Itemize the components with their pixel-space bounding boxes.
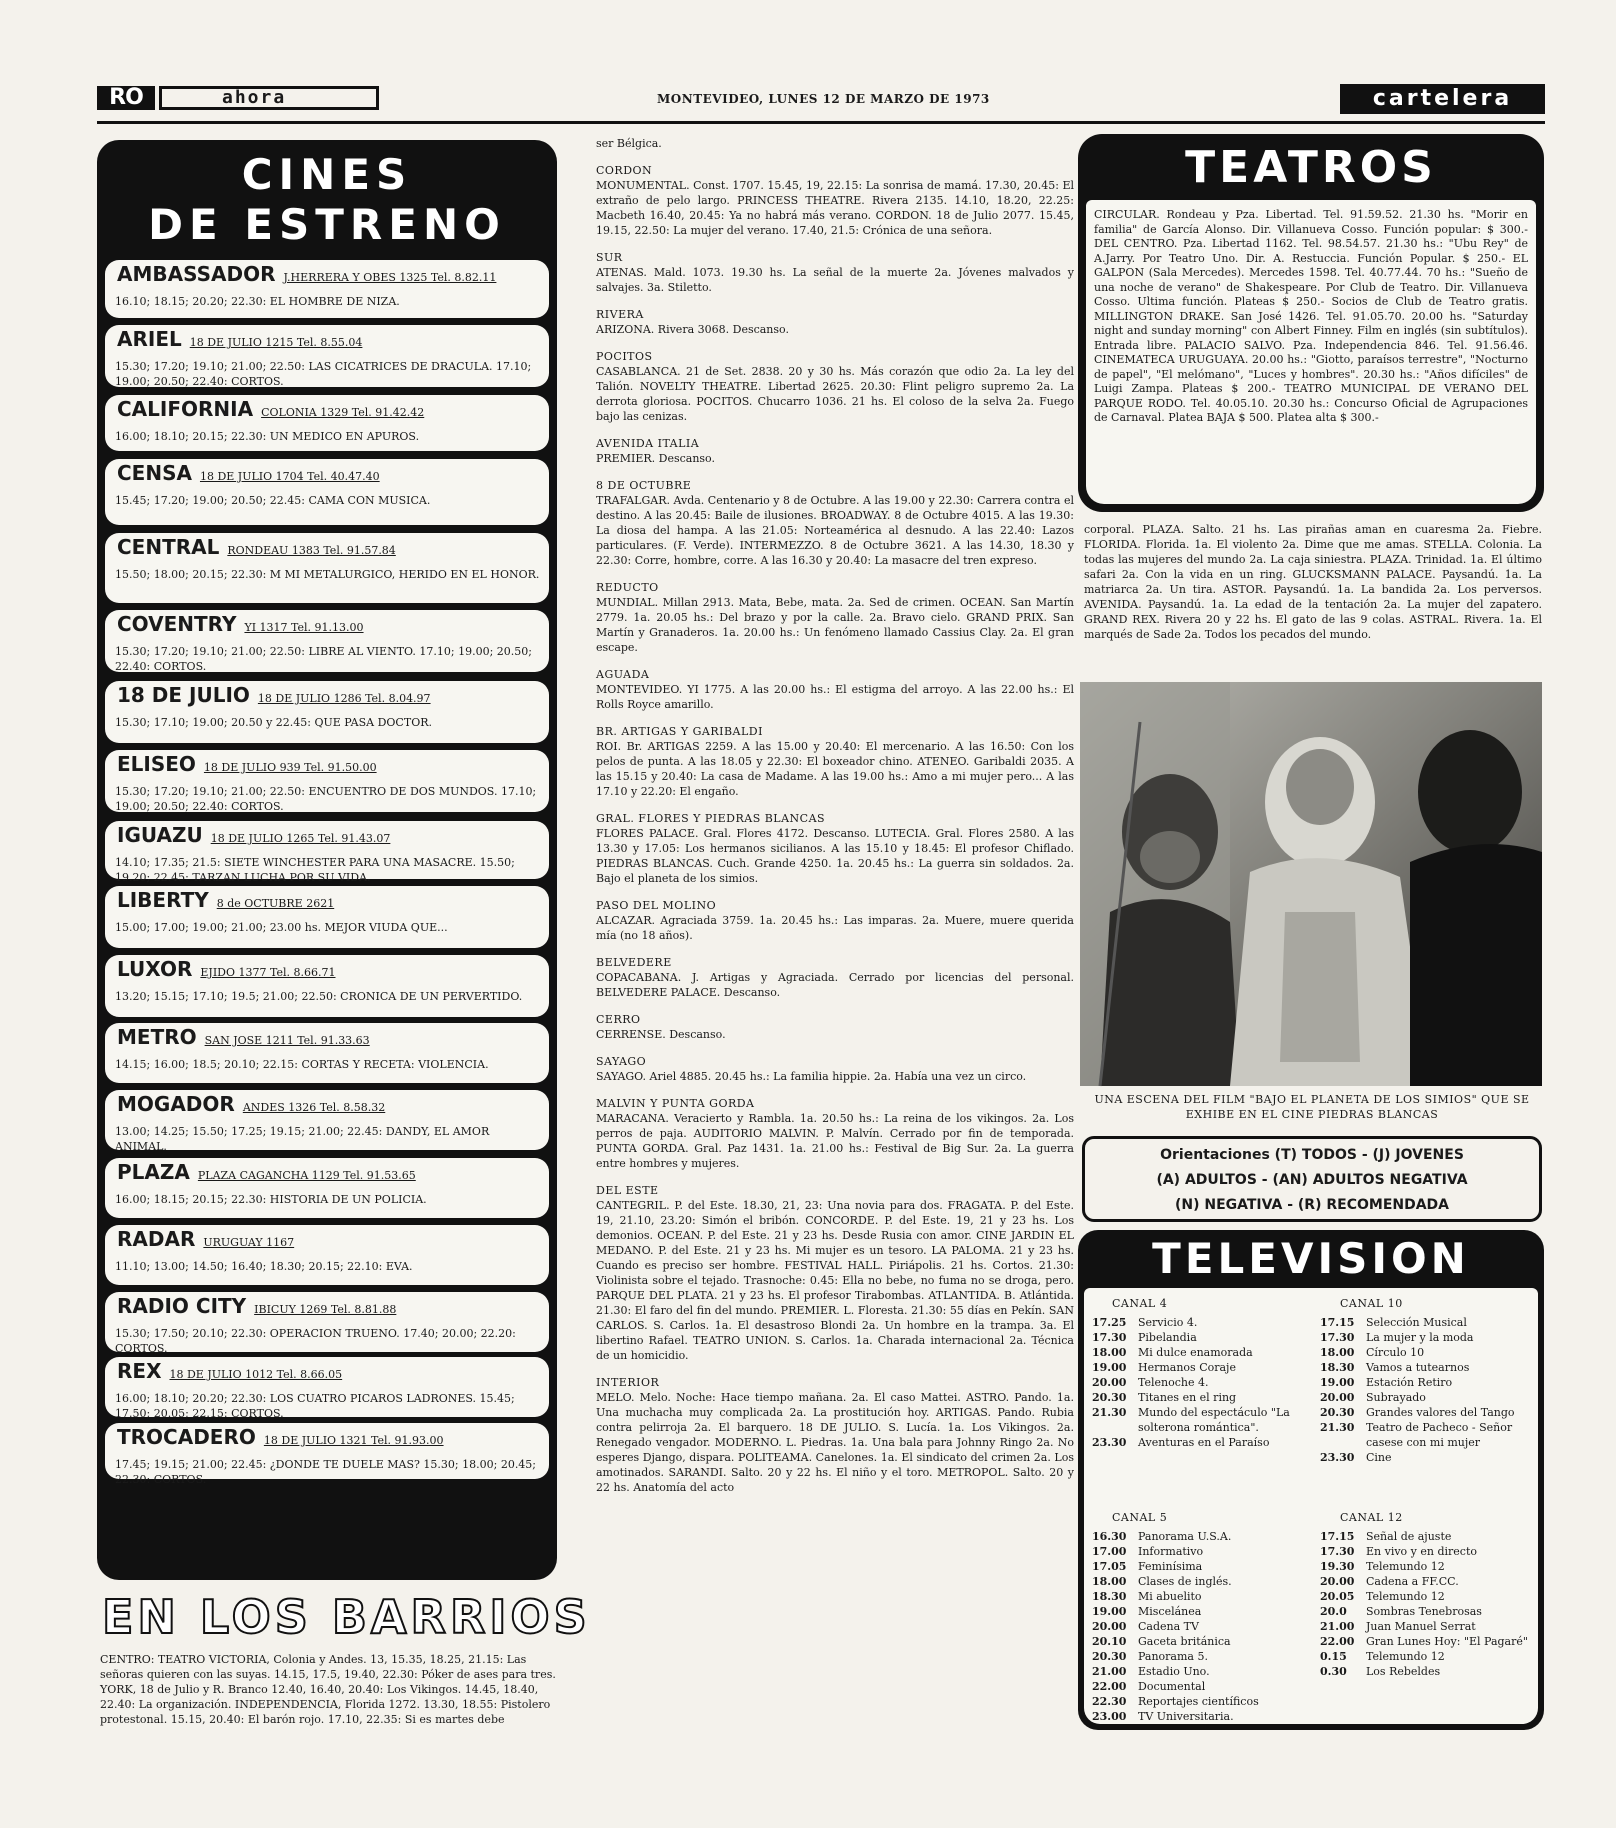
tv-program-row [1092, 1649, 1312, 1664]
cine-name: RADAR [117, 1227, 196, 1251]
barrio-listing-text: COPACABANA. J. Artigas y Agraciada. Cerrado por licencias del personal. BELVEDERE PALACE. Descanso. [596, 971, 1074, 999]
barrio-heading: 8 DE OCTUBRE [596, 479, 692, 492]
cine-entry [105, 533, 549, 603]
tv-program-time: 23.00 [1092, 1710, 1127, 1723]
section-tag: cartelera [1340, 84, 1545, 114]
tv-program-row [1320, 1604, 1532, 1619]
canal-5 [1092, 1510, 1312, 1724]
teatros-text: CIRCULAR. Rondeau y Pza. Libertad. Tel. 91.59.52. 21.30 hs. "Morir en familia" de García Alonso. Dir. Villanueva Cosso. Función popular: $ 300.- DEL CENTRO. Pza. Libertad 1162. Tel. 98.54.57. 21.30 hs.: "Ubu Rey" de A.Jarry. Por Teatro Uno. Dir. A. Restuccia. Función Popular. $ 250.- EL GALPON (Sala Mercedes). Mercedes 1598. Tel. 40.77.44. 70 hs.: "Sueño de una noche de verano" de Shakespeare. Por Club de Teatro. Dir. Villanueva Cosso. Ultima función. Plateas $ 250.- Socios de Club de Teatro gratis. MILLINGTON DRAKE. San José 1426. Tel. 91.05.70. 20.00 hs. "Saturday night and sunday morning" con Albert Finney. Film en inglés (sin subtítulos). Entrada libre. PALACIO SALVO. Pza. Independencia 846. Tel. 91.56.46. CINEMATECA URUGUAYA. 20.00 hs.: "Giotto, paraísos terrestre", "Nocturno de papel", "El melómano", "Luces y hombres". 20.30 hs.: "Años difíciles" de Luigi Zampa. Plateas $ 200.- TEATRO MUNICIPAL DE VERANO DEL PARQUE RODO. Tel. 40.05.10. 20.30 hs.: Concurso Oficial de Agrupaciones de Carnaval. Platea BAJA $ 500. Platea alta $ 300.- [1086, 200, 1536, 504]
cines-title-line2: DE ESTRENO [148, 200, 506, 249]
cines-title-line1: CINES [241, 150, 413, 199]
cine-address: J.HERRERA Y OBES 1325 Tel. 8.82.11 [283, 271, 497, 284]
tv-program-row [1092, 1574, 1312, 1589]
tv-program-row [1092, 1709, 1312, 1724]
film-still-photo [1080, 682, 1542, 1086]
barrio-listing-text: FLORES PALACE. Gral. Flores 4172. Descanso. LUTECIA. Gral. Flores 2580. A las 13.30 y 17.05: Los hermanos sicilianos. A las 15.10 y 18.45: El profesor Chiflado. PIEDRAS BLANCAS. Cuch. Grande 4250. 1a. 20.45 hs.: La guerra sin soldados. 2a. Bajo el planeta de los simios. [596, 827, 1074, 885]
barrio-block [596, 1012, 1074, 1042]
tv-program-title: Sombras Tenebrosas [1366, 1605, 1482, 1618]
barrio-block [596, 307, 1074, 337]
tv-program-title: Panorama 5. [1138, 1650, 1208, 1663]
cine-header [117, 1228, 541, 1250]
cine-header [117, 613, 541, 635]
cine-name: PLAZA [117, 1160, 190, 1184]
barrio-block [596, 136, 1074, 151]
tv-program-time: 21.30 [1092, 1406, 1127, 1419]
cine-entry [105, 1292, 549, 1355]
barrio-block [596, 436, 1074, 466]
tv-program-time: 20.00 [1092, 1620, 1127, 1633]
barrio-listing-text: ROI. Br. ARTIGAS 2259. A las 15.00 y 20.40: El mercenario. A las 16.50: Con los pelos de punta. A las 18.05 y 22.30: El boxeador chino. ATENEO. Garibaldi 2035. A las 15.15 y 20.40: La casa de Madame. A las 19.00 hs.: Amo a mi mujer pero... A las 17.10 y 22.20: El engaño. [596, 740, 1074, 798]
cine-address: COLONIA 1329 Tel. 91.42.42 [261, 406, 425, 419]
barrio-heading: REDUCTO [596, 581, 659, 594]
canal-name: CANAL 10 [1340, 1297, 1403, 1310]
cine-header [117, 263, 541, 285]
cine-name: METRO [117, 1025, 197, 1049]
tv-program-row [1320, 1574, 1532, 1589]
barrio-heading: AVENIDA ITALIA [596, 437, 700, 450]
cine-address: RONDEAU 1383 Tel. 91.57.84 [227, 544, 396, 557]
barrio-listing-text: ser Bélgica. [596, 137, 662, 150]
dateline: MONTEVIDEO, LUNES 12 DE MARZO DE 1973 [657, 92, 990, 106]
cine-name: REX [117, 1359, 162, 1383]
tv-program-title: Subrayado [1366, 1391, 1426, 1404]
tv-program-time: 18.00 [1320, 1346, 1355, 1359]
tv-program-title: Cine [1366, 1451, 1392, 1464]
barrio-heading: CERRO [596, 1013, 641, 1026]
tv-program-row [1320, 1390, 1532, 1405]
cine-header [117, 328, 541, 350]
tv-program-row [1092, 1330, 1312, 1345]
cine-name: TROCADERO [117, 1425, 256, 1449]
barrio-block [596, 667, 1074, 712]
tv-program-title: La mujer y la moda [1366, 1331, 1474, 1344]
tv-program-time: 19.00 [1092, 1605, 1127, 1618]
cine-entry [105, 610, 549, 672]
cine-header [117, 536, 541, 558]
barrio-listing-text: MONUMENTAL. Const. 1707. 15.45, 19, 22.15: La sonrisa de mamá. 17.30, 20.45: El extraño de pelo largo. PRINCESS THEATRE. Rivera 2135. 14.10, 18.20, 22.25: Macbeth 16.40, 20.45: Ya no habrá más verano. CORDON. 18 de Julio 2077. 15.45, 19.15, 22.50: La mujer del verano. 17.40, 21.5: Crónica de una señora. [596, 179, 1074, 237]
tv-program-title: Cadena a FF.CC. [1366, 1575, 1459, 1588]
tv-program-row [1320, 1330, 1532, 1345]
tv-program-time: 17.30 [1320, 1545, 1355, 1558]
cine-name: RADIO CITY [117, 1294, 247, 1318]
cine-address: URUGUAY 1167 [203, 1236, 295, 1249]
cine-header [117, 1426, 541, 1448]
cine-showtimes: 14.15; 16.00; 18.5; 20.10; 22.15: CORTAS Y RECETA: VIOLENCIA. [115, 1058, 489, 1071]
tv-program-time: 0.30 [1320, 1665, 1347, 1678]
tv-program-title: Hermanos Coraje [1138, 1361, 1236, 1374]
barrio-heading: POCITOS [596, 350, 653, 363]
cine-showtimes: 13.20; 15.15; 17.10; 19.5; 21.00; 22.50: CRONICA DE UN PERVERTIDO. [115, 990, 523, 1003]
paper-name: ahora [159, 86, 379, 110]
cine-entry [105, 1225, 549, 1285]
cine-showtimes: 16.00; 18.15; 20.15; 22.30: HISTORIA DE UN POLICIA. [115, 1193, 427, 1206]
barrio-listing-text: CANTEGRIL. P. del Este. 18.30, 21, 23: Una novia para dos. FRAGATA. P. del Este. 19, 21.10, 23.20: Simón el bribón. CONCORDE. P. del Este. 19, 21 y 23 hs. Los demonios. OCEAN. P. del Este. 21 y 23 hs. Desde Rusia con amor. CINE JARDIN EL MEDANO. P. del Este. 21 y 23 hs. Mi mujer es un tesoro. LA PALOMA. 21 y 23 hs. Cuando es preciso ser hombre. FESTIVAL HALL. Piriápolis. 21 hs. Cortos. 21.30: Violinista sobre el tejado. Trasnoche: 0.45: Ella no bebe, no fuma no se droga, pero. PARQUE DEL PLATA. 21 y 23 hs. El profesor Tirabombas. ATLANTIDA. B. Atlántida. 21.30: El faro del fin del mundo. PREMIER. L. Floresta. 21.30: 55 días en Pekín. SAN CARLOS. S. Carlos. 1a. El desastroso Blondi 2a. Un hombre en la trampa. 3a. El libertino Rafael. TEATRO UNION. S. Carlos. 1a. Charada internacional 2a. Técnica de un homicidio. [596, 1199, 1074, 1362]
tv-program-time: 19.00 [1092, 1361, 1127, 1374]
tv-program-row [1092, 1679, 1312, 1694]
tv-program-time: 17.15 [1320, 1530, 1355, 1543]
canal-name: CANAL 4 [1112, 1297, 1168, 1310]
tv-program-row [1320, 1315, 1532, 1330]
cine-header [117, 753, 541, 775]
canal-name: CANAL 12 [1340, 1511, 1403, 1524]
tv-program-title: Gran Lunes Hoy: "El Pagaré" [1366, 1635, 1528, 1648]
cine-address: ANDES 1326 Tel. 8.58.32 [242, 1101, 386, 1114]
barrio-heading: INTERIOR [596, 1376, 660, 1389]
barrio-listing-text: CASABLANCA. 21 de Set. 2838. 20 y 30 hs. Más corazón que odio 2a. La ley del Talión. NOVELTY THEATRE. Libertad 2625. 20.30: Flint peligro supremo 2a. La derrota gloriosa. POCITOS. Chucarro 1036. 21 hs. El coloso de la selva 2a. Fuego bajo las cenizas. [596, 365, 1074, 423]
cine-name: MOGADOR [117, 1092, 235, 1116]
cine-showtimes: 16.00; 18.10; 20.15; 22.30: UN MEDICO EN APUROS. [115, 430, 420, 443]
tv-program-title: Telemundo 12 [1366, 1560, 1445, 1573]
tv-program-time: 20.30 [1092, 1391, 1127, 1404]
cines-title [97, 150, 557, 250]
cine-showtimes: 16.00; 18.10; 20.20; 22.30: LOS CUATRO PICAROS LADRONES. 15.45; 17.50; 20.05; 22.15: CORTOS. [115, 1392, 515, 1420]
cine-name: AMBASSADOR [117, 262, 276, 286]
film-still-image [1080, 682, 1542, 1086]
tv-program-row [1092, 1315, 1312, 1330]
tv-program-title: Selección Musical [1366, 1316, 1467, 1329]
tv-program-row [1320, 1420, 1532, 1450]
barrio-listing-text: MELO. Melo. Noche: Hace tiempo mañana. 2a. El caso Mattei. ASTRO. Pando. 1a. Una muchacha muy complicada 2a. La prostitución hoy. ARTIGAS. Pando. Rubia contra pelirroja 2a. El barquero. 18 DE JULIO. S. Lucía. 1a. Los Vikingos. 2a. Renegado vengador. MODERNO. L. Piedras. 1a. Una bala para Johnny Ringo 2a. No esperes Django, dispara. POLITEAMA. Canelones. 1a. El sindicato del crimen 2a. Los amotinados. SARANDI. Salto. 20 y 22 hs. El niño y el toro. METROPOL. Salto. 20 y 22 hs. Anatomía del acto [596, 1391, 1074, 1494]
cine-name: LIBERTY [117, 888, 209, 912]
tv-program-title: Vamos a tutearnos [1366, 1361, 1470, 1374]
barrio-heading: RIVERA [596, 308, 644, 321]
television-body [1084, 1288, 1538, 1724]
tv-program-row [1092, 1405, 1312, 1435]
barrio-block [596, 580, 1074, 655]
cine-name: IGUAZU [117, 823, 203, 847]
cine-address: 18 DE JULIO 939 Tel. 91.50.00 [203, 761, 377, 774]
tv-program-time: 19.30 [1320, 1560, 1355, 1573]
tv-program-time: 20.00 [1320, 1575, 1355, 1588]
barrio-listing-text: MONTEVIDEO. YI 1775. A las 20.00 hs.: El estigma del arroyo. A las 22.00 hs.: El Rolls Royce amarillo. [596, 683, 1074, 711]
tv-program-title: Documental [1138, 1680, 1206, 1693]
barrio-block [596, 163, 1074, 238]
cine-entry [105, 681, 549, 743]
barrio-listing-text: PREMIER. Descanso. [596, 452, 715, 465]
interior-continuation: corporal. PLAZA. Salto. 21 hs. Las pirañas aman en cuaresma 2a. Fiebre. FLORIDA. Florida. 1a. El violento 2a. Dime que me amas. STELLA. Colonia. La todas las mujeres del mundo 2a. La caja siniestra. PLAZA. Trinidad. 1a. El último safari 2a. Con la vida en un ring. GLUCKSMANN PALACE. Paysandú. 1a. La matriarca 2a. Un tira. ASTOR. Paysandú. 1a. La bandida 2a. Los perversos. AVENIDA. Paysandú. 1a. La edad de la tentación 2a. La mujer del zapatero. GRAND REX. Rivera 20 y 22 hs. El gato de las 9 colas. ASTRAL. Rivera. 1a. El marqués de Sade 2a. Todos los pecados del mundo. [1084, 523, 1542, 641]
cine-header [117, 684, 541, 706]
canal-4 [1092, 1296, 1312, 1450]
tv-program-title: Mundo del espectáculo "La solterona romántica". [1138, 1406, 1290, 1434]
cines-estreno-panel [97, 140, 557, 1580]
tv-program-row [1092, 1634, 1312, 1649]
tv-program-time: 22.30 [1092, 1695, 1127, 1708]
barrio-listing-text: SAYAGO. Ariel 4885. 20.45 hs.: La familia hippie. 2a. Había una vez un circo. [596, 1070, 1027, 1083]
cine-showtimes: 11.10; 13.00; 14.50; 16.40; 18.30; 20.15; 22.10: EVA. [115, 1260, 413, 1273]
tv-program-title: Miscelánea [1138, 1605, 1202, 1618]
barrio-block [596, 811, 1074, 886]
cine-address: 18 DE JULIO 1012 Tel. 8.66.05 [169, 1368, 343, 1381]
cine-entry [105, 750, 549, 812]
canal-name: CANAL 5 [1112, 1511, 1168, 1524]
barrio-block [596, 1054, 1074, 1084]
cine-entry [105, 955, 549, 1017]
canal-10 [1320, 1296, 1532, 1465]
cine-entry [105, 886, 549, 948]
cine-entry [105, 1158, 549, 1218]
cine-entry [105, 1357, 549, 1420]
tv-program-time: 20.05 [1320, 1590, 1355, 1603]
tv-program-title: Cadena TV [1138, 1620, 1199, 1633]
tv-program-time: 20.30 [1092, 1650, 1127, 1663]
television-title: TELEVISION [1152, 1234, 1470, 1283]
cine-name: ELISEO [117, 752, 196, 776]
cine-header [117, 1026, 541, 1048]
barrio-heading: AGUADA [596, 668, 650, 681]
tv-program-title: Servicio 4. [1138, 1316, 1198, 1329]
tv-program-row [1320, 1589, 1532, 1604]
tv-program-row [1320, 1360, 1532, 1375]
barrio-block [596, 955, 1074, 1000]
teatros-panel [1078, 134, 1544, 512]
barrio-block [596, 898, 1074, 943]
tv-program-time: 21.00 [1092, 1665, 1127, 1678]
barrio-block [596, 250, 1074, 295]
tv-program-title: Clases de inglés. [1138, 1575, 1232, 1588]
barrios-listings [596, 136, 1074, 1507]
cine-address: SAN JOSE 1211 Tel. 91.33.63 [204, 1034, 370, 1047]
tv-program-title: Juan Manuel Serrat [1366, 1620, 1476, 1633]
cine-entry [105, 395, 549, 451]
barrio-heading: SAYAGO [596, 1055, 647, 1068]
tv-program-row [1092, 1544, 1312, 1559]
tv-program-row [1320, 1375, 1532, 1390]
cine-header [117, 1093, 541, 1115]
barrio-heading: DEL ESTE [596, 1184, 659, 1197]
tv-program-time: 23.30 [1092, 1436, 1127, 1449]
cine-showtimes: 15.30; 17.20; 19.10; 21.00; 22.50: LAS CICATRICES DE DRACULA. 17.10; 19.00; 20.50; 22.40: CORTOS. [115, 360, 532, 388]
tv-program-row [1320, 1619, 1532, 1634]
cine-header [117, 1360, 541, 1382]
cine-name: CENSA [117, 461, 192, 485]
television-panel [1078, 1230, 1544, 1730]
cine-name: CENTRAL [117, 535, 220, 559]
barrio-listing-text: ATENAS. Mald. 1073. 19.30 hs. La señal de la muerte 2a. Jóvenes malvados y salvajes. 3a. Stiletto. [596, 266, 1074, 294]
barrio-listing-text: TRAFALGAR. Avda. Centenario y 8 de Octubre. A las 19.00 y 22.30: Carrera contra el destino. A las 20.45: Baile de ilusiones. BROADWAY. 8 de Octubre 4015. A las 19.30: La diosa del hampa. A las 21.05: Norteamérica al desnudo. A las 22.40: Lazos particulares. (F. Verde). INTERMEZZO. 8 de Octubre 3621. A las 14.30, 18.30 y 22.30: Corre, hombre, corre. A las 16.30 y 20.40: La masacre del tren expreso. [596, 494, 1075, 567]
cine-header [117, 889, 541, 911]
cine-address: 18 DE JULIO 1286 Tel. 8.04.97 [257, 692, 431, 705]
tv-program-row [1092, 1619, 1312, 1634]
tv-program-title: Titanes en el ring [1138, 1391, 1237, 1404]
orientaciones-line1: Orientaciones (T) TODOS - (J) JOVENES [1160, 1147, 1464, 1163]
cine-header [117, 398, 541, 420]
tv-program-title: Círculo 10 [1366, 1346, 1425, 1359]
barrio-heading: MALVIN Y PUNTA GORDA [596, 1097, 755, 1110]
cine-name: 18 DE JULIO [117, 683, 250, 707]
cine-header [117, 1295, 541, 1317]
cine-showtimes: 13.00; 14.25; 15.50; 17.25; 19.15; 21.00; 22.45: DANDY, EL AMOR ANIMAL. [115, 1125, 490, 1153]
barrio-heading: PASO DEL MOLINO [596, 899, 717, 912]
cine-entry [105, 260, 549, 318]
tv-program-time: 17.05 [1092, 1560, 1127, 1573]
tv-program-time: 18.00 [1092, 1346, 1127, 1359]
tv-program-title: Pibelandia [1138, 1331, 1197, 1344]
tv-program-time: 23.30 [1320, 1451, 1355, 1464]
barrio-block [596, 349, 1074, 424]
barrio-block [596, 1375, 1074, 1495]
tv-program-time: 16.30 [1092, 1530, 1127, 1543]
tv-program-title: Estación Retiro [1366, 1376, 1453, 1389]
tv-program-time: 18.30 [1092, 1590, 1127, 1603]
tv-program-row [1092, 1360, 1312, 1375]
cine-showtimes: 15.30; 17.20; 19.10; 21.00; 22.50: ENCUENTRO DE DOS MUNDOS. 17.10; 19.00; 20.50; 22.40: CORTOS. [115, 785, 537, 813]
barrio-listing-text: ARIZONA. Rivera 3068. Descanso. [596, 323, 789, 336]
cine-name: CALIFORNIA [117, 397, 254, 421]
cine-showtimes: 14.10; 17.35; 21.5: SIETE WINCHESTER PARA UNA MASACRE. 15.50; 19.20; 22.45: TARZAN LUCHA POR SU VIDA. [115, 856, 515, 884]
cine-address: IBICUY 1269 Tel. 8.81.88 [254, 1303, 397, 1316]
cine-showtimes: 15.30; 17.50; 20.10; 22.30: OPERACION TRUENO. 17.40; 20.00; 22.20: CORTOS. [115, 1327, 516, 1355]
tv-program-row [1092, 1694, 1312, 1709]
cine-header [117, 462, 541, 484]
canal-12 [1320, 1510, 1532, 1679]
barrio-heading: BELVEDERE [596, 956, 672, 969]
tv-program-time: 20.10 [1092, 1635, 1127, 1648]
tv-program-title: Telenoche 4. [1138, 1376, 1209, 1389]
tv-program-row [1320, 1664, 1532, 1679]
tv-program-title: Estadio Uno. [1138, 1665, 1210, 1678]
cine-address: PLAZA CAGANCHA 1129 Tel. 91.53.65 [197, 1169, 416, 1182]
tv-program-title: Señal de ajuste [1366, 1530, 1452, 1543]
tv-program-title: Mi abuelito [1138, 1590, 1202, 1603]
cine-address: 8 de OCTUBRE 2621 [216, 897, 335, 910]
tv-program-title: Panorama U.S.A. [1138, 1530, 1232, 1543]
tv-program-time: 20.00 [1092, 1376, 1127, 1389]
tv-program-title: En vivo y en directo [1366, 1545, 1478, 1558]
cine-address: EJIDO 1377 Tel. 8.66.71 [200, 966, 336, 979]
cine-header [117, 824, 541, 846]
tv-program-row [1320, 1634, 1532, 1649]
tv-program-time: 22.00 [1092, 1680, 1127, 1693]
cine-showtimes: 15.45; 17.20; 19.00; 20.50; 22.45: CAMA CON MUSICA. [115, 494, 431, 507]
cine-showtimes: 15.30; 17.10; 19.00; 20.50 y 22.45: QUE PASA DOCTOR. [115, 716, 432, 729]
barrio-listing-text: CERRENSE. Descanso. [596, 1028, 726, 1041]
tv-program-title: Mi dulce enamorada [1138, 1346, 1253, 1359]
tv-program-row [1320, 1450, 1532, 1465]
tv-program-row [1320, 1529, 1532, 1544]
paper-logo: RO [97, 86, 155, 110]
tv-program-row [1092, 1375, 1312, 1390]
cine-name: ARIEL [117, 327, 182, 351]
cine-entry [105, 1090, 549, 1153]
cine-showtimes: 17.45; 19.15; 21.00; 22.45: ¿DONDE TE DUELE MAS? 15.30; 18.00; 20.45; 22.30: CORTOS. [115, 1458, 537, 1486]
cine-showtimes: 16.10; 18.15; 20.20; 22.30: EL HOMBRE DE NIZA. [115, 295, 400, 308]
tv-program-row [1320, 1649, 1532, 1664]
tv-program-row [1092, 1589, 1312, 1604]
tv-program-time: 20.00 [1320, 1391, 1355, 1404]
cine-entry [105, 1023, 549, 1083]
cine-address: 18 DE JULIO 1704 Tel. 40.47.40 [199, 470, 380, 483]
tv-program-row [1092, 1604, 1312, 1619]
barrio-heading: GRAL. FLORES Y PIEDRAS BLANCAS [596, 812, 826, 825]
tv-program-row [1092, 1664, 1312, 1679]
tv-program-title: Los Rebeldes [1366, 1665, 1441, 1678]
barrio-listing-text: MUNDIAL. Millan 2913. Mata, Bebe, mata. 2a. Sed de crimen. OCEAN. San Martín 2779. 1a. 20.05 hs.: Del brazo y por la calle. 2a. Bravo cielo. GRAND PRIX. San Martín y Granaderos. 1a. 20.00 hs.: Un fenómeno llamado Cassius Clay. 2a. El gran escape. [596, 596, 1074, 654]
tv-program-time: 18.30 [1320, 1361, 1355, 1374]
cine-header [117, 958, 541, 980]
cine-entry [105, 1423, 549, 1486]
cine-name: LUXOR [117, 957, 193, 981]
orientaciones-line3: (N) NEGATIVA - (R) RECOMENDADA [1174, 1197, 1450, 1213]
tv-program-time: 17.30 [1320, 1331, 1355, 1344]
tv-program-title: Informativo [1138, 1545, 1204, 1558]
tv-program-time: 21.30 [1320, 1421, 1355, 1434]
cine-showtimes: 15.30; 17.20; 19.10; 21.00; 22.50: LIBRE AL VIENTO. 17.10; 19.00; 20.50; 22.40: CORTOS. [115, 645, 532, 673]
barrios-text: CENTRO: TEATRO VICTORIA, Colonia y Andes. 13, 15.35, 18.25, 21.15: Las señoras quieren con las suyas. 14.15, 17.5, 19.40, 22.30: Póker de ases para tres. YORK, 18 de Julio y R. Branco 12.40, 16.40, 20.40: Los Vikingos. 14.45, 18.40, 22.40: La organización. INDEPENDENCIA, Florida 1272. 13.30, 18.55: Pistolero protestonal. 15.15, 20.40: El barón rojo. 17.10, 22.35: Si es martes debe [100, 1653, 556, 1726]
tv-program-time: 0.15 [1320, 1650, 1347, 1663]
cine-address: 18 DE JULIO 1265 Tel. 91.43.07 [210, 832, 391, 845]
barrio-heading: CORDON [596, 164, 653, 177]
barrios-title: EN LOS BARRIOS [102, 1590, 591, 1644]
barrio-block [596, 1183, 1074, 1363]
tv-program-time: 17.25 [1092, 1316, 1127, 1329]
barrio-block [596, 1096, 1074, 1171]
tv-program-row [1320, 1405, 1532, 1420]
tv-program-time: 19.00 [1320, 1376, 1355, 1389]
cine-entry [105, 459, 549, 525]
tv-program-time: 21.00 [1320, 1620, 1355, 1633]
tv-program-time: 18.00 [1092, 1575, 1127, 1588]
cine-address: 18 DE JULIO 1215 Tel. 8.55.04 [189, 336, 363, 349]
tv-program-time: 17.15 [1320, 1316, 1355, 1329]
teatros-title: TEATROS [1185, 142, 1437, 193]
page-header [97, 86, 1545, 120]
tv-program-time: 22.00 [1320, 1635, 1355, 1648]
tv-program-time: 20.30 [1320, 1406, 1355, 1419]
tv-program-row [1320, 1544, 1532, 1559]
tv-program-row [1320, 1345, 1532, 1360]
tv-program-row [1092, 1345, 1312, 1360]
barrio-listing-text: MARACANA. Veracierto y Rambla. 1a. 20.50 hs.: La reina de los vikingos. 2a. Los perros de paja. AUDITORIO MALVIN. P. Malvín. Cerrado por fin de temporada. PUNTA GORDA. Gral. Paz 1431. 1a. 21.00 hs.: Festival de Big Sur. 2a. La guerra entre hombres y mujeres. [596, 1112, 1074, 1170]
tv-program-time: 17.30 [1092, 1331, 1127, 1344]
barrio-listing-text: ALCAZAR. Agraciada 3759. 1a. 20.45 hs.: Las imparas. 2a. Muere, muere querida mía (no 18 años). [596, 914, 1074, 942]
tv-program-title: Gaceta británica [1138, 1635, 1231, 1648]
tv-program-title: Teatro de Pacheco - Señor casese con mi mujer [1366, 1421, 1513, 1449]
cine-entry [105, 821, 549, 884]
tv-program-title: Reportajes científicos [1138, 1695, 1259, 1708]
cine-header [117, 1161, 541, 1183]
tv-program-title: Grandes valores del Tango [1366, 1406, 1515, 1419]
cine-showtimes: 15.00; 17.00; 19.00; 21.00; 23.00 hs. MEJOR VIUDA QUE... [115, 921, 448, 934]
tv-program-title: Telemundo 12 [1366, 1650, 1445, 1663]
barrio-block [596, 478, 1074, 568]
cine-name: COVENTRY [117, 612, 237, 636]
tv-program-title: TV Universitaria. [1138, 1710, 1234, 1723]
cine-address: YI 1317 Tel. 91.13.00 [244, 621, 364, 634]
tv-program-row [1092, 1390, 1312, 1405]
tv-program-row [1092, 1529, 1312, 1544]
tv-program-row [1092, 1435, 1312, 1450]
cine-showtimes: 15.50; 18.00; 20.15; 22.30: M MI METALURGICO, HERIDO EN EL HONOR. [115, 568, 540, 581]
tv-program-time: 20.0 [1320, 1605, 1347, 1618]
tv-program-title: Feminísima [1138, 1560, 1203, 1573]
orientaciones-box [1082, 1136, 1542, 1222]
barrio-heading: BR. ARTIGAS Y GARIBALDI [596, 725, 763, 738]
cine-entry [105, 325, 549, 387]
tv-program-title: Aventuras en el Paraíso [1138, 1436, 1270, 1449]
tv-program-row [1320, 1559, 1532, 1574]
tv-program-row [1092, 1559, 1312, 1574]
barrio-heading: SUR [596, 251, 623, 264]
tv-program-time: 17.00 [1092, 1545, 1127, 1558]
tv-program-title: Telemundo 12 [1366, 1590, 1445, 1603]
cine-address: 18 DE JULIO 1321 Tel. 91.93.00 [263, 1434, 444, 1447]
photo-caption: UNA ESCENA DEL FILM "BAJO EL PLANETA DE LOS SIMIOS" QUE SE EXHIBE EN EL CINE PIEDRAS BLANCAS [1094, 1093, 1530, 1121]
header-rule [97, 121, 1545, 124]
orientaciones-line2: (A) ADULTOS - (AN) ADULTOS NEGATIVA [1156, 1172, 1468, 1188]
barrio-block [596, 724, 1074, 799]
